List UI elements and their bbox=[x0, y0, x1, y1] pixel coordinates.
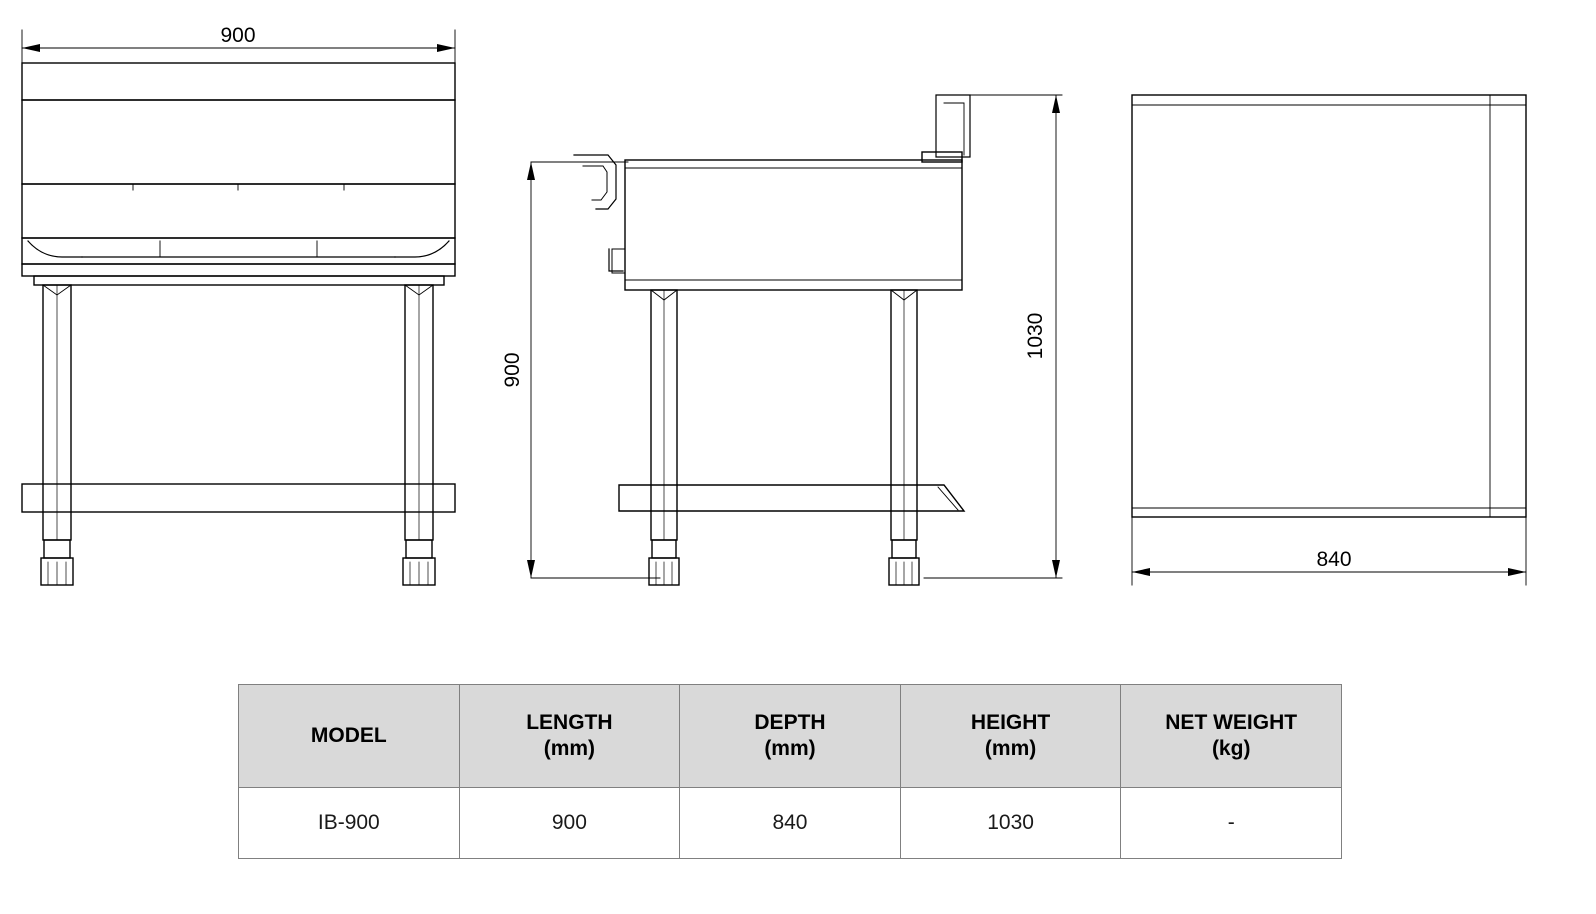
side-view bbox=[527, 95, 1062, 585]
column-header-length-unit: (mm) bbox=[543, 737, 596, 760]
column-header-model bbox=[239, 685, 460, 788]
column-header-net-weight bbox=[1121, 685, 1342, 788]
column-header-height-unit: (mm) bbox=[984, 737, 1037, 760]
column-header-depth bbox=[680, 685, 901, 788]
front-view bbox=[22, 30, 455, 585]
specification-table bbox=[238, 684, 1342, 859]
cell-height: 1030 bbox=[900, 788, 1121, 859]
column-header-depth-unit: (mm) bbox=[764, 737, 816, 760]
cell-model: IB-900 bbox=[239, 788, 460, 859]
cell-net-weight: - bbox=[1121, 788, 1342, 859]
dimension-label-front-width: 900 bbox=[220, 24, 256, 47]
column-header-net-weight-title: NET WEIGHT bbox=[1165, 710, 1298, 734]
column-header-depth-title: DEPTH bbox=[754, 710, 826, 734]
specification-table-wrapper bbox=[238, 684, 1342, 859]
top-view bbox=[1132, 95, 1526, 585]
dimension-label-overall-height: 1030 bbox=[1024, 312, 1047, 360]
dimension-label-side-height: 900 bbox=[501, 352, 524, 388]
dimension-label-top-depth: 840 bbox=[1316, 548, 1352, 571]
cell-length: 900 bbox=[459, 788, 680, 859]
column-header-model-title: MODEL bbox=[310, 723, 387, 747]
column-header-net-weight-unit: (kg) bbox=[1211, 737, 1251, 760]
column-header-height bbox=[900, 685, 1121, 788]
column-header-height-title: HEIGHT bbox=[970, 710, 1051, 734]
column-header-length-title: LENGTH bbox=[526, 710, 613, 734]
table-header-row bbox=[239, 685, 1342, 788]
table-row bbox=[239, 788, 1342, 859]
cell-depth: 840 bbox=[680, 788, 901, 859]
column-header-length bbox=[459, 685, 680, 788]
